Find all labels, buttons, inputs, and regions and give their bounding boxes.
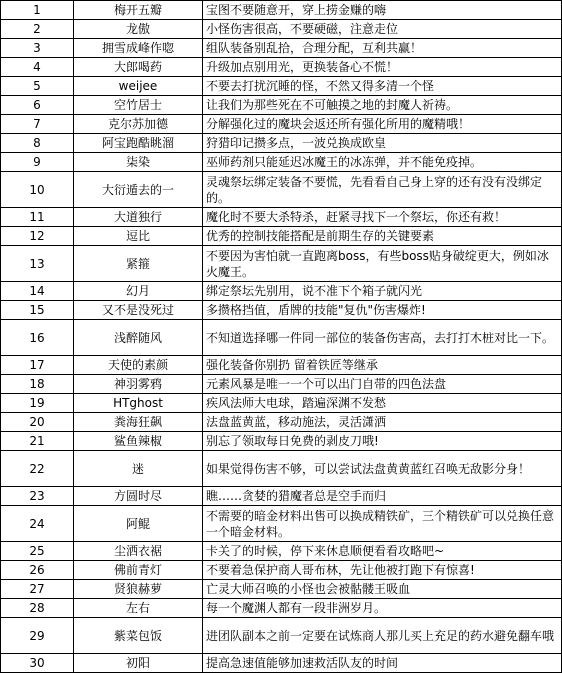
tip-text: 不要因为害怕就一直跑离boss，有些boss贴身破绽更大，例如冰火魔王。 bbox=[203, 246, 562, 282]
player-name: 粪海狂飙 bbox=[74, 413, 203, 432]
row-number: 15 bbox=[1, 301, 74, 320]
table-row bbox=[1, 96, 562, 115]
row-number: 24 bbox=[1, 506, 74, 542]
player-name: 神羽雾鸦 bbox=[74, 375, 203, 394]
tip-text: 不要着急保护商人哥布林，先让他被打跑下有惊喜! bbox=[203, 561, 562, 580]
row-number: 29 bbox=[1, 618, 74, 654]
table-row bbox=[1, 375, 562, 394]
tip-text: 巫师药剂只能延迟冰魔王的冰冻弹，并不能免疫掉。 bbox=[203, 153, 562, 172]
player-name: 又不是没死过 bbox=[74, 301, 203, 320]
tip-text: 组队装备别乱拾，合理分配，互利共赢！ bbox=[203, 39, 562, 58]
tip-text: 卡关了的时候，停下来休息顺便看看攻略吧~ bbox=[203, 542, 562, 561]
row-number: 6 bbox=[1, 96, 74, 115]
tip-text: 进团队副本之前一定要在试炼商人那儿买上充足的药水避免翻车哦 bbox=[203, 618, 562, 654]
table-row bbox=[1, 208, 562, 227]
tip-text: 不知道选择哪一件同一部位的装备伤害高，去打打木桩对比一下。 bbox=[203, 320, 562, 356]
table-row bbox=[1, 153, 562, 172]
table-row bbox=[1, 654, 562, 673]
tip-text: 疾风法师大电球，踏遍深渊不发愁 bbox=[203, 394, 562, 413]
table-row bbox=[1, 39, 562, 58]
player-name: 大郎喝药 bbox=[74, 58, 203, 77]
row-number: 16 bbox=[1, 320, 74, 356]
player-name: 鲨鱼辣椒 bbox=[74, 432, 203, 451]
tip-text: 元素风暴是唯一一个可以出门自带的四色法盘 bbox=[203, 375, 562, 394]
table-row bbox=[1, 542, 562, 561]
player-name: 紧箍 bbox=[74, 246, 203, 282]
player-name: 贤狼赫萝 bbox=[74, 580, 203, 599]
player-name: 初阳 bbox=[74, 654, 203, 673]
row-number: 2 bbox=[1, 20, 74, 39]
tip-text: 不要去打扰沉睡的怪，不然又得多清一个怪 bbox=[203, 77, 562, 96]
player-name: 天使的素颜 bbox=[74, 356, 203, 375]
table-row bbox=[1, 77, 562, 96]
row-number: 27 bbox=[1, 580, 74, 599]
row-number: 30 bbox=[1, 654, 74, 673]
player-name: 阿鲲 bbox=[74, 506, 203, 542]
row-number: 17 bbox=[1, 356, 74, 375]
table-row bbox=[1, 320, 562, 356]
tip-text: 魔化时不要大杀特杀，赶紧寻找下一个祭坛，你还有救！ bbox=[203, 208, 562, 227]
player-name: 阿宝跑酷眺溜 bbox=[74, 134, 203, 153]
player-name: 空竹居士 bbox=[74, 96, 203, 115]
row-number: 12 bbox=[1, 227, 74, 246]
tip-text: 小怪伤害很高，不要硬磁，注意走位 bbox=[203, 20, 562, 39]
row-number: 26 bbox=[1, 561, 74, 580]
table-row bbox=[1, 20, 562, 39]
tip-text: 法盘蓝黄蓝，移动施法，灵活潇洒 bbox=[203, 413, 562, 432]
table-row bbox=[1, 172, 562, 208]
tip-text: 多攒格挡值，盾牌的技能"复仇"伤害爆炸! bbox=[203, 301, 562, 320]
tip-text: 升级加点别用光，更换装备心不慌！ bbox=[203, 58, 562, 77]
row-number: 13 bbox=[1, 246, 74, 282]
player-name: 浅醉随风 bbox=[74, 320, 203, 356]
row-number: 1 bbox=[1, 1, 74, 20]
tip-text: 亡灵大师召唤的小怪也会被骷髅王吸血 bbox=[203, 580, 562, 599]
tip-text: 优秀的控制技能搭配是前期生存的关键要素 bbox=[203, 227, 562, 246]
row-number: 22 bbox=[1, 451, 74, 487]
player-name: weijee bbox=[74, 77, 203, 96]
player-name: 大衍遁去的一 bbox=[74, 172, 203, 208]
tips-table-body bbox=[1, 1, 562, 673]
tip-text: 让我们为那些死在不可触摸之地的封魔人祈祷。 bbox=[203, 96, 562, 115]
row-number: 10 bbox=[1, 172, 74, 208]
row-number: 20 bbox=[1, 413, 74, 432]
table-row bbox=[1, 246, 562, 282]
row-number: 9 bbox=[1, 153, 74, 172]
table-row bbox=[1, 227, 562, 246]
row-number: 8 bbox=[1, 134, 74, 153]
player-name: 克尔苏加德 bbox=[74, 115, 203, 134]
row-number: 3 bbox=[1, 39, 74, 58]
player-name: 龙傲 bbox=[74, 20, 203, 39]
table-row bbox=[1, 599, 562, 618]
row-number: 23 bbox=[1, 487, 74, 506]
row-number: 21 bbox=[1, 432, 74, 451]
table-row bbox=[1, 618, 562, 654]
player-name: 大道独行 bbox=[74, 208, 203, 227]
table-row bbox=[1, 1, 562, 20]
table-row bbox=[1, 561, 562, 580]
player-name: 拥雪成峰作唿 bbox=[74, 39, 203, 58]
tip-text: 灵魂祭坛绑定装备不要慌，先看看自己身上穿的还有没有没绑定的。 bbox=[203, 172, 562, 208]
player-name: 逗比 bbox=[74, 227, 203, 246]
player-name: 梅开五瓣 bbox=[74, 1, 203, 20]
tip-text: 不需要的暗金材料出售可以换成精铁矿，三个精铁矿可以兑换任意一个暗金材料。 bbox=[203, 506, 562, 542]
table-row bbox=[1, 413, 562, 432]
row-number: 18 bbox=[1, 375, 74, 394]
player-name: 左右 bbox=[74, 599, 203, 618]
row-number: 14 bbox=[1, 282, 74, 301]
row-number: 4 bbox=[1, 58, 74, 77]
player-name: 柒染 bbox=[74, 153, 203, 172]
table-row bbox=[1, 115, 562, 134]
table-row bbox=[1, 506, 562, 542]
tip-text: 宝图不要随意开，穿上捞金赚的嗨 bbox=[203, 1, 562, 20]
table-row bbox=[1, 580, 562, 599]
table-row bbox=[1, 487, 562, 506]
player-name: 佛前青灯 bbox=[74, 561, 203, 580]
table-row bbox=[1, 301, 562, 320]
tip-text: 强化装备你别扔 留着铁匠等继承 bbox=[203, 356, 562, 375]
player-name: 尘洒衣裾 bbox=[74, 542, 203, 561]
tip-text: 狩猎印记攒多点，一波兑换成欧皇 bbox=[203, 134, 562, 153]
row-number: 28 bbox=[1, 599, 74, 618]
table-row bbox=[1, 356, 562, 375]
table-row bbox=[1, 134, 562, 153]
table-row bbox=[1, 432, 562, 451]
table-row bbox=[1, 282, 562, 301]
tip-text: 别忘了领取每日免费的剥皮刀哦! bbox=[203, 432, 562, 451]
player-name: 方圆时尽 bbox=[74, 487, 203, 506]
tip-text: 提高急速值能够加速救活队友的时间 bbox=[203, 654, 562, 673]
table-row bbox=[1, 394, 562, 413]
row-number: 5 bbox=[1, 77, 74, 96]
tip-text: 每一个魔渊人都有一段非洲岁月。 bbox=[203, 599, 562, 618]
row-number: 11 bbox=[1, 208, 74, 227]
row-number: 19 bbox=[1, 394, 74, 413]
tip-text: 瞧……贪婪的猎魔者总是空手而归 bbox=[203, 487, 562, 506]
tip-text: 分解强化过的魔块会返还所有强化所用的魔精哦！ bbox=[203, 115, 562, 134]
tip-text: 绑定祭坛先别用，说不准下个箱子就闪光 bbox=[203, 282, 562, 301]
player-name: 紫菜包饭 bbox=[74, 618, 203, 654]
tip-text: 如果觉得伤害不够，可以尝试法盘黄黄蓝红召唤无敌影分身！ bbox=[203, 451, 562, 487]
row-number: 25 bbox=[1, 542, 74, 561]
table-row bbox=[1, 58, 562, 77]
player-name: 幻月 bbox=[74, 282, 203, 301]
row-number: 7 bbox=[1, 115, 74, 134]
player-name: HTghost bbox=[74, 394, 203, 413]
table-row bbox=[1, 451, 562, 487]
player-name: 迷 bbox=[74, 451, 203, 487]
